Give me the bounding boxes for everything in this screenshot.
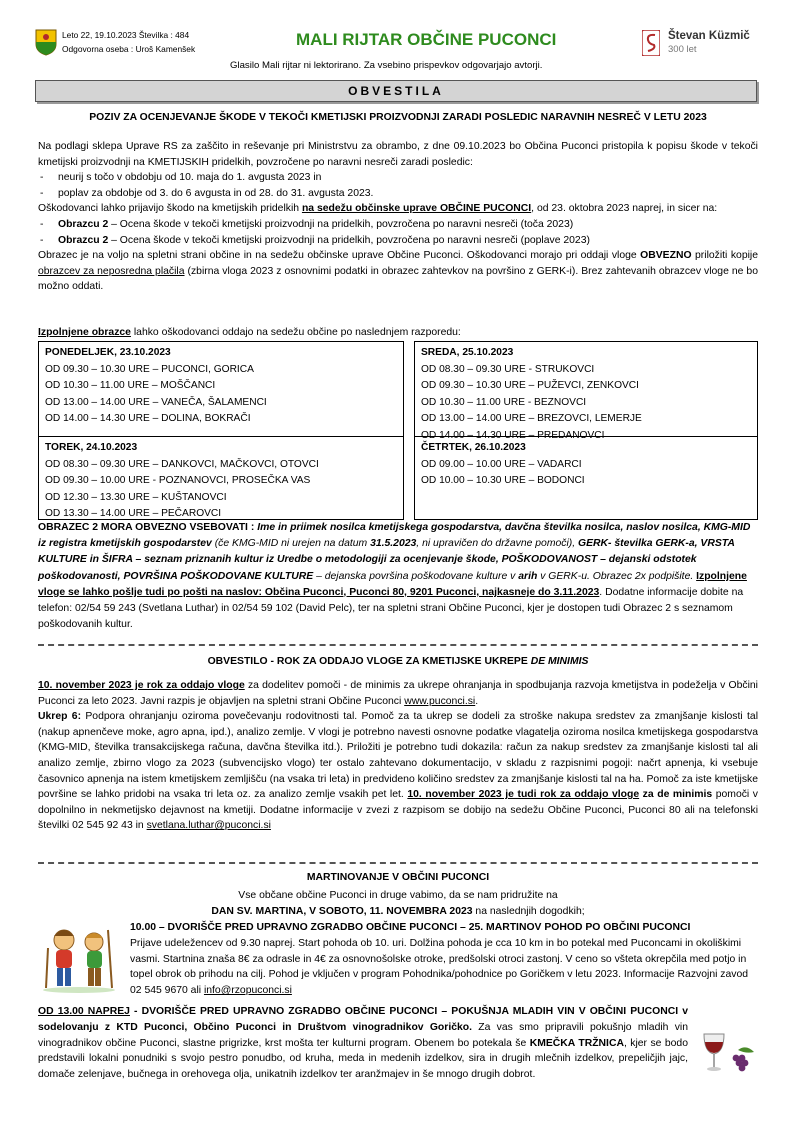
- availability-paragraph: [38, 248, 758, 295]
- slot: OD 13.00 – 14.00 URE – BREZOVCI, LEMERJE: [421, 413, 642, 424]
- schedule-cell-monday: [38, 341, 404, 437]
- slot: OD 09.00 – 10.00 URE – VADARCI: [421, 458, 582, 470]
- schedule-day: [415, 342, 757, 444]
- issue-number: Leto 22, 19.10.2023 Številka : 484: [62, 30, 190, 40]
- form-text: – Ocena škode v tekoči kmetijski proizvodnji na pridelkih, povzročena po naravni nesreči (toča 2023): [108, 218, 574, 230]
- avail-post: (zbirna vloga 2023 z osnovnimi podatki in obrazec zahtevkov na površino z GERK-i). Brez zahtevanih obrazcev vloge ne bo možno oddati.: [38, 265, 758, 293]
- deadline-paragraph: [38, 678, 758, 709]
- wine-tasting-event: [38, 1004, 688, 1083]
- deadline-text: za dodelitev pomoči - de minimis za ukrepe ohranjanja in spodbujanja razvoja kmetijstva in podeželja v Občini Puconci za leto 2023. Javni razpis je objavljen na spletni strani Občine Puconci: [38, 680, 758, 707]
- req-text: Ime in priimek nosilca kmetijskega gospodarstva: [257, 522, 500, 533]
- avail-bold: OBVEZNO: [640, 250, 692, 262]
- period: .: [475, 695, 479, 707]
- wine-time: OD 13.00 NAPREJ: [38, 1006, 130, 1017]
- heading-italic: DE MINIMIS: [530, 656, 589, 667]
- slot: OD 09.30 – 10.30 URE – PUCONCI, GORICA: [45, 363, 254, 375]
- day-title: SREDA, 25.10.2023: [421, 347, 514, 358]
- req-text: arih: [518, 570, 538, 582]
- slot: OD 13.30 – 14.00 URE – PEČAROVCI: [45, 508, 222, 519]
- mail-address: Izpolnjene vloge se lahko pošlje tudi po pošti na naslov: Občina Puconci, Puconci 80, 9201 Puconci, najkasneje do 3.11.2023: [38, 570, 747, 598]
- slot: OD 10.30 – 11.00 URE – MOŠČANCI: [45, 380, 216, 391]
- form-hail: [38, 217, 758, 233]
- website-link[interactable]: www.puconci.si: [404, 695, 476, 707]
- hike-heading: 10.00 – DVORIŠČE PRED UPRAVNO ZGRADBO OBČINE PUCONCI – 25. MARTINOV POHOD PO OBČINI PUCONCI: [130, 922, 691, 933]
- de-minimis: de minimis: [657, 789, 713, 801]
- form-requirements: [38, 520, 758, 633]
- responsible-person: Odgovorna oseba : Uroš Kamenšek: [62, 44, 196, 54]
- municipality-coat-of-arms-icon: [34, 28, 58, 56]
- req-date: 31.5.2023: [370, 538, 417, 550]
- report-post: , od 23. oktobra 2023 naprej, in sicer na:: [531, 203, 718, 215]
- form-label: Obrazcu 2: [58, 234, 109, 246]
- kuzmic-logo-icon: [642, 30, 660, 56]
- form-label: Obrazcu 2: [58, 218, 109, 230]
- avail-pre: Obrazec je na voljo na spletni strani občine in na sedežu občinske uprave Občine Puconci. Oškodovanci morajo pri oddaji vloge: [38, 250, 641, 262]
- wine-text-end: , kjer se bodo predstavili lokalni ponudniki s svojo pestro ponudbo, od kruha, meda in medenih izdelkov, sira in drugih mlečnih izdelkov, prepeličjih jajc, domače zelenjave, bučnega in orehovega olja, unikatnih izdelkov ter aranžmajev in še mnogo drugih dobrot.: [38, 1037, 688, 1081]
- avail-underlined: obrazcev za neposredna plačila: [38, 265, 185, 277]
- report-paragraph: [38, 201, 758, 217]
- day-title: TOREK, 24.10.2023: [45, 442, 138, 453]
- brand-name: Števan Küzmič: [668, 30, 750, 42]
- wine-and-grapes-icon: [694, 1030, 758, 1076]
- schedule-cell-tuesday: [38, 436, 404, 520]
- section-banner: OBVESTILA: [35, 80, 757, 102]
- schedule-day: [39, 342, 403, 428]
- slot: OD 12.30 – 13.30 URE – KUŠTANOVCI: [45, 491, 227, 503]
- req-text: , ni upravičen do državne pomoči),: [416, 538, 579, 550]
- email-link[interactable]: svetlana.luthar@puconci.si: [146, 820, 271, 832]
- req-text: GERK- številka GERK-a, VRSTA KULTURE in ŠIFRA – seznam priznanih kultur iz Uredbe o metodologiji za ocenjevanje škode, POŠKODOVANOST – dejanski odstotek poškodovanosti, POVRŠINA POŠKODOVANE KULTURE: [38, 538, 735, 582]
- req-text: , davčna številka nosilca, naslov nosilca, KMG-MID iz registra kmetijskih gospodarstev: [38, 522, 751, 550]
- event-day: DAN SV. MARTINA, V SOBOTO, 11. NOVEMBRA 2023: [211, 906, 473, 917]
- hike-text: [130, 936, 756, 999]
- schedule-day: [415, 437, 757, 490]
- section3-heading: MARTINOVANJE V OBČINI PUCONCI: [306, 872, 490, 883]
- slot: OD 14.00 – 14.30 URE – DOLINA, BOKRAČI: [45, 413, 251, 424]
- section1-intro: Na podlagi sklepa Uprave RS za zaščito in reševanje pri Ministrstvu za obrambo, z dne 09.10.2023 bo Občina Puconci pristopila k popisu škode v tekoči kmetijski proizvodnji na KMETIJSKIH pridelkih, povzročene po naravni nesreči zaradi posledic:: [38, 141, 758, 168]
- slot: OD 08.30 – 09.30 URE - STRUKOVCI: [421, 363, 595, 375]
- section-divider: [38, 862, 758, 864]
- report-pre: Oškodovanci lahko prijavijo škodo na kmetijskih pridelkih: [38, 203, 302, 215]
- wine-heading: - DVORIŠČE PRED UPRAVNO ZGRADBO OBČINE PUCONCI – POKUŠNJA MLADIH VIN V OBČINI PUCONCI v sodelovanju z KTD Puconci, Občino Puconci in Društvom vinogradnikov Goričko.: [38, 1006, 688, 1033]
- brand-subtitle: 300 let: [668, 44, 697, 55]
- schedule-cell-wednesday: [414, 341, 758, 441]
- issue-meta: [62, 28, 195, 56]
- event-day-line: [38, 904, 758, 920]
- slot: OD 14.00 – 14.30 URE – PREDANOVCI: [421, 429, 605, 441]
- measure-paragraph: [38, 709, 758, 834]
- schedule-cell-thursday: [414, 436, 758, 520]
- measure-text: Podpora ohranjanju oziroma povečevanju rodovitnosti tal. Pomoč za ta ukrep se dodeli za stroške nakupa sredstev za zmanjšanje kislosti tal (nakup apnenčeve moke, agro apna, ipd.), analizo zemlje. V vlogi je potrebno navesti osnovne podatke vlagatelja oziroma nosilca kmetijskega gospodarstva (KMG-MID, številka transakcijskega računa, davčna številka itd.). Priložiti je potrebno tudi dokazila: račun za nakup sredstev za zmanjšanje kislosti tal ali analizo zemlje, zbirno vlogo za 2023 (subvencijsko vlogo) ter ostalo zahtevano dokumentacijo, v skladu z razpisnimi pogoji: načrt apnenja, ki vsebuje časovnico apnenja na istem kmetijskem zemljišču (na vsaka tri leta) in predvideno količino sredstev za zmanjšanje kislosti tal na ha. Pomoč za iste kmetijske površine se lahko pridobi na vsaka tri leta oz. za analizo zemlje vsakih pet let.: [38, 711, 759, 801]
- avail-mid: priložiti kopije: [691, 250, 758, 262]
- section-divider: [38, 644, 758, 646]
- day-title: PONEDELJEK, 23.10.2023: [45, 347, 171, 358]
- slot: OD 09.30 – 10.00 URE - POZNANOVCI, PROSEČKA VAS: [45, 475, 311, 486]
- section2-heading: [38, 656, 758, 667]
- schedule-intro: [38, 325, 758, 341]
- deadline: 10. november 2023 je tudi rok za oddajo vloge: [407, 789, 640, 801]
- slot: OD 13.00 – 14.00 URE – VANEČA, ŠALAMENCI: [45, 396, 267, 408]
- req-text: (če KMG-MID ni urejen na datum: [211, 538, 371, 550]
- form-flood: [38, 233, 758, 249]
- cause-flood: - poplav za obdobje od 3. do 6 avgusta in od 28. do 31. avgusta 2023.: [38, 186, 758, 202]
- event-day-post: na naslednjih dogodkih;: [472, 906, 585, 917]
- measure-end: pomoči v dopolnilno in nekmetijsko dejavnost na kmetiji. Dodatne informacije v zvezi z razpisom se dobijo na sedežu Občine Puconci, Puconci 80 ali na telefonski številki 02 545 92 43 in: [38, 789, 759, 832]
- contact-info: . Dodatne informacije dobite na telefon: 02/54 59 243 (Svetlana Luthar) in 02/54 59 102 (David Pelc), ter na spletni strani Občine Puconci, kjer je dostopen tudi Obrazec 2 s seznamom poškodovanih kultur.: [38, 586, 744, 631]
- section1-heading: POZIV ZA OCENJEVANJE ŠKODE V TEKOČI KMETIJSKI PROIZVODNJI ZARADI POSLEDIC NARAVNIH NESREČ V LETU 2023: [89, 112, 707, 123]
- measure-head: Ukrep 6:: [38, 711, 82, 723]
- req-text: v GERK-u. Obrazec 2x podpišite.: [537, 570, 697, 582]
- cause-hail: - neurij s točo v obdobju od 10. maja do 1. avgusta 2023 in: [38, 170, 758, 186]
- market-name: KMEČKA TRŽNICA: [529, 1037, 624, 1049]
- schedule-underlined: Izpolnjene obrazce: [38, 327, 131, 338]
- section1-body: [38, 139, 758, 295]
- hike-event: [130, 920, 756, 999]
- hikers-illustration-icon: [36, 920, 122, 994]
- heading-text: OBVESTILO - ROK ZA ODDAJO VLOGE ZA KMETIJSKE UKREPE: [207, 656, 531, 667]
- measure-mid: za: [639, 789, 658, 801]
- slot: OD 10.30 – 11.00 URE - BEZNOVCI: [421, 396, 587, 408]
- email-link[interactable]: info@rzopuconci.si: [203, 985, 292, 997]
- editorial-note: Glasilo Mali rijtar ni lektorirano. Za vsebino prispevkov odgovarjajo avtorji.: [230, 60, 543, 71]
- deadline: 10. november 2023 je rok za oddajo vloge: [38, 680, 245, 691]
- schedule-day: [39, 437, 403, 523]
- slot: OD 10.00 – 10.30 URE – BODONCI: [421, 475, 585, 486]
- hike-body: Prijave udeležencev od 9.30 naprej. Start pohoda ob 10. uri. Dolžina pohoda je cca 10 km in bo potekal med Puconcami in okoliškimi vasmi. Startnina znaša 8€ za odrasle in 4€ za osnovnošolske otroke, predšolski otroci zastonj. V ceno so všteta okrepčila med potjo in topel obrok ob prihodu na cilj. Pohod je vključen v program Pohodnika/pohodnice po Goričkem v letu 2023. Informacije Razvojni zavod 02 545 9670 ali: [130, 937, 749, 997]
- form-text: – Ocena škode v tekoči kmetijski proizvodnji na pridelkih, povzročena po naravni nesreči (poplave 2023): [108, 234, 590, 246]
- req-text: – dejanska površina poškodovane kulture v: [313, 570, 519, 582]
- wine-text: Za vas smo pripravili pokušnjo mladih vin vinogradnikov občine Puconci, slastne prigrizke, krst mošta ter kulturni program. Obenem bo potekala še: [38, 1021, 688, 1049]
- report-place: na sedežu občinske uprave OBČINE PUCONCI: [301, 203, 532, 215]
- section2-body: [38, 678, 758, 834]
- schedule-post: lahko oškodovanci oddajo na sedežu občine po naslednjem razporedu:: [130, 327, 461, 338]
- slot: OD 09.30 – 10.30 URE – PUŽEVCI, ZENKOVCI: [421, 380, 639, 391]
- invite-line: Vse občane občine Puconci in druge vabimo, da se nam pridružite na: [238, 890, 558, 901]
- slot: OD 08.30 – 09.30 URE – DANKOVCI, MAČKOVCI, OTOVCI: [45, 458, 319, 470]
- day-title: ČETRTEK, 26.10.2023: [421, 442, 526, 453]
- page-title: MALI RIJTAR OBČINE PUCONCI: [296, 30, 557, 49]
- requirements-head: OBRAZEC 2 MORA OBVEZNO VSEBOVATI :: [38, 522, 258, 533]
